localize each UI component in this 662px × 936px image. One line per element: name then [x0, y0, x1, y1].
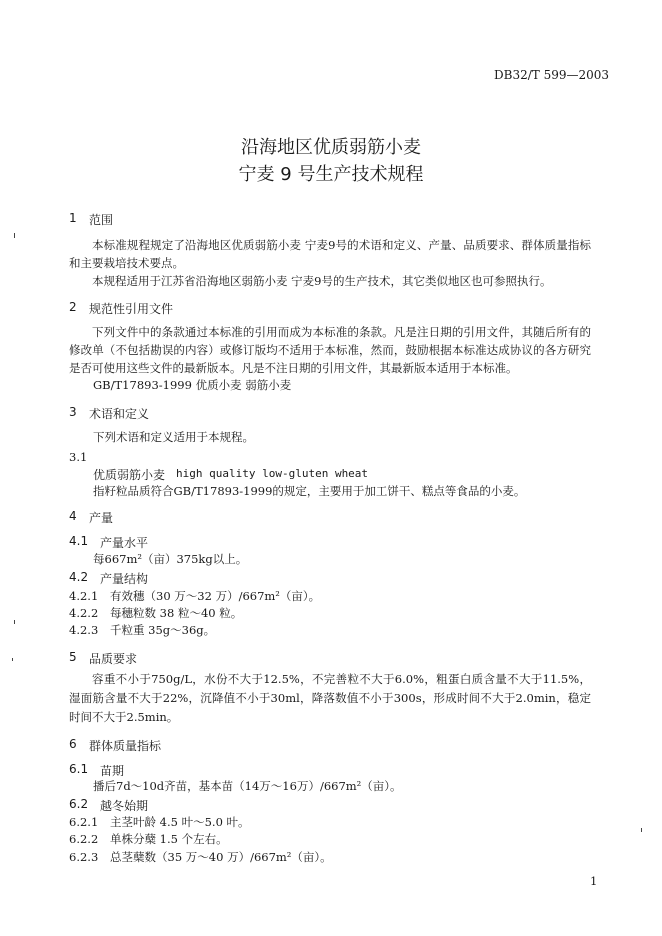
section-3-number: 3 — [69, 405, 77, 419]
item-6-2-2-number: 6.2.2 — [69, 832, 99, 846]
section-3-title: 术语和定义 — [89, 407, 150, 421]
section-1-paragraph-1: 本标准规程规定了沿海地区优质弱筋小麦 宁麦9号的术语和定义、产量、品质要求、群体质量指标和主要栽培技术要点。 — [69, 238, 591, 270]
section-3-intro: 下列术语和定义适用于本规程。 — [93, 430, 254, 444]
subsection-4-2-title: 产量结构 — [100, 572, 149, 586]
section-6-title: 群体质量指标 — [89, 739, 162, 753]
seedling-stage-text: 播后7d～10d齐苗，基本苗（14万～16万）/667m²（亩）。 — [93, 779, 402, 793]
item-4-2-3-text: 千粒重 35g～36g。 — [110, 623, 216, 637]
term-english: high quality low-gluten wheat — [176, 467, 369, 480]
item-4-2-1-text: 有效穗（30 万～32 万）/667m²（亩）。 — [110, 589, 321, 603]
scan-mark — [641, 828, 642, 832]
section-4-title: 产量 — [89, 511, 114, 525]
document-number: DB32/T 599—2003 — [494, 68, 610, 82]
page-number: 1 — [590, 874, 598, 888]
page-title-line2: 宁麦 9 号生产技术规程 — [238, 164, 424, 185]
section-2-paragraph: 下列文件中的条款通过本标准的引用而成为本标准的条款。凡是注日期的引用文件，其随后所有的修改单（不包括勘误的内容）或修订版均不适用于本标准，然而，鼓励根据本标准达成协议的各方研究是否可使用这些文件的最新版本。凡是不注日期的引用文件，其最新版本适用于本标准。 — [69, 325, 591, 375]
normative-reference: GB/T17893-1999 优质小麦 弱筋小麦 — [93, 378, 292, 392]
section-1-title: 范围 — [89, 213, 114, 227]
subsection-6-2-number: 6.2 — [69, 797, 89, 811]
yield-level-text: 每667m²（亩）375kg以上。 — [93, 552, 248, 566]
section-2-title: 规范性引用文件 — [89, 302, 174, 316]
item-4-2-3-number: 4.2.3 — [69, 623, 99, 637]
item-4-2-2-number: 4.2.2 — [69, 606, 99, 620]
scan-mark — [12, 658, 13, 661]
section-2-number: 2 — [69, 300, 77, 314]
page-title-line1: 沿海地区优质弱筋小麦 — [241, 137, 421, 158]
subsection-3-1-number: 3.1 — [69, 450, 88, 464]
item-6-2-1-number: 6.2.1 — [69, 815, 99, 829]
section-4-number: 4 — [69, 509, 77, 523]
scan-mark — [14, 620, 15, 624]
item-6-2-3-number: 6.2.3 — [69, 850, 99, 864]
subsection-6-2-title: 越冬始期 — [100, 799, 149, 813]
subsection-6-1-number: 6.1 — [69, 762, 89, 776]
item-6-2-1-text: 主茎叶龄 4.5 叶～5.0 叶。 — [110, 815, 250, 829]
subsection-6-1-title: 苗期 — [100, 764, 125, 778]
item-6-2-2-text: 单株分蘖 1.5 个左右。 — [110, 832, 228, 846]
subsection-4-1-title: 产量水平 — [100, 536, 149, 550]
section-6-number: 6 — [69, 737, 77, 751]
term-definition: 指籽粒品质符合GB/T17893-1999的规定，主要用于加工饼干、糕点等食品的小麦。 — [93, 484, 526, 498]
section-5-number: 5 — [69, 650, 77, 664]
section-1-paragraph-2: 本规程适用于江苏省沿海地区弱筋小麦 宁麦9号的生产技术，其它类似地区也可参照执行。 — [92, 274, 552, 288]
scan-mark — [14, 233, 15, 238]
section-5-title: 品质要求 — [89, 652, 138, 666]
subsection-4-2-number: 4.2 — [69, 570, 89, 584]
item-4-2-1-number: 4.2.1 — [69, 589, 99, 603]
quality-requirements-paragraph: 容重不小于750g/L，水份不大于12.5%，不完善粒不大于6.0%，粗蛋白质含量不大于11.5%，湿面筋含量不大于22%，沉降值不小于30ml，降落数值不小于300s，形成时间不大于2.0min，稳定时间不大于2.5min。 — [69, 672, 591, 724]
subsection-4-1-number: 4.1 — [69, 534, 89, 548]
item-4-2-2-text: 每穗粒数 38 粒～40 粒。 — [110, 606, 243, 620]
item-6-2-3-text: 总茎蘖数（35 万～40 万）/667m²（亩）。 — [110, 850, 332, 864]
term-chinese: 优质弱筋小麦 — [93, 468, 166, 482]
section-1-number: 1 — [69, 211, 77, 225]
